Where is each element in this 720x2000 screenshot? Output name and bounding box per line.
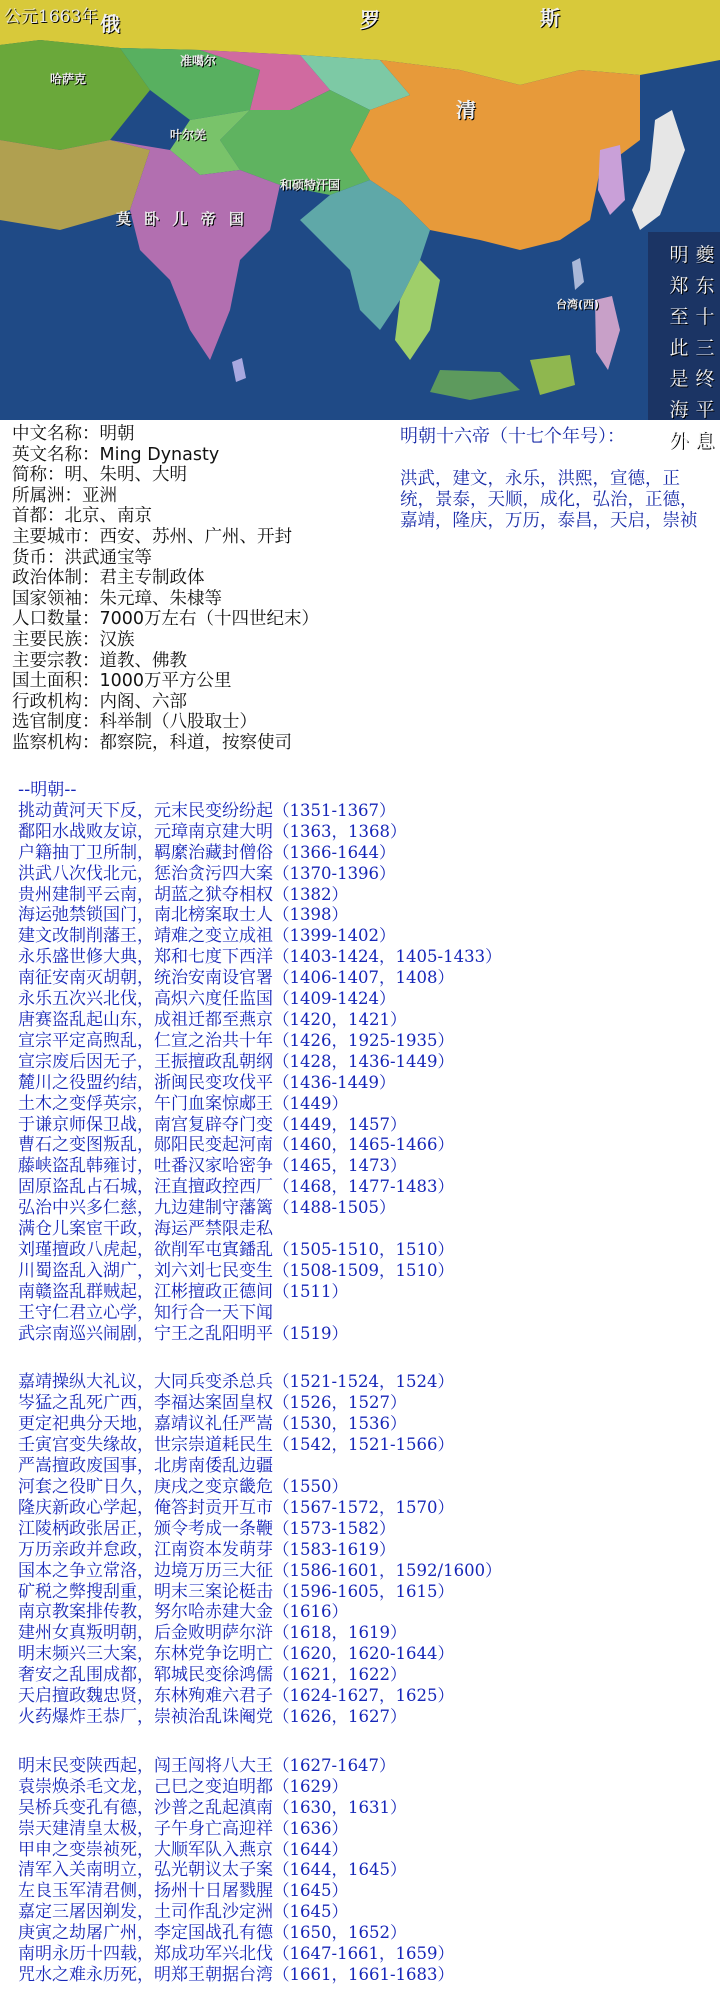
timeline-years: （1586-1601，1592/1600）: [273, 1560, 502, 1580]
info-row: 首都：北京、南京: [12, 506, 152, 527]
timeline-line: [18, 1902, 718, 1923]
info-row: 行政机构：内阁、六部: [12, 691, 187, 712]
timeline-heading: --明朝--: [18, 780, 77, 800]
timeline-text: 固原盗乱占石城，汪直擅政控西厂: [18, 1177, 273, 1198]
info-row: 货币：洪武通宝等: [12, 547, 152, 568]
timeline-years: （1511）: [273, 1281, 348, 1301]
timeline-line: [18, 1073, 718, 1094]
map-label-hasake: 哈萨克: [50, 72, 87, 86]
timeline-years: （1382）: [273, 884, 348, 904]
info-row: 英文名称：Ming Dynasty: [12, 444, 220, 465]
timeline-years: （1647-1661，1659）: [273, 1944, 455, 1964]
info-row: 选官制度：科举制（八股取士）: [12, 712, 257, 733]
timeline-line: [18, 1414, 718, 1435]
timeline-years: （1366-1644）: [273, 842, 396, 862]
timeline-years: （1519）: [273, 1323, 348, 1343]
timeline-line: [18, 843, 718, 864]
timeline-text: 南明永历十四载，郑成功军兴北伐: [18, 1944, 273, 1965]
timeline-text: 王守仁君立心学，知行合一天下闻: [18, 1302, 273, 1323]
timeline-text: 宣宗平定高煦乱，仁宣之治共十年: [18, 1030, 273, 1051]
timeline-years: （1583-1619）: [273, 1539, 396, 1559]
timeline-years: （1645）: [273, 1881, 348, 1901]
timeline-years: （1636）: [273, 1818, 348, 1838]
timeline-line: [18, 1094, 718, 1115]
timeline-line: [18, 1798, 718, 1819]
timeline-years: （1399-1402）: [273, 926, 396, 946]
timeline-text: 刘瑾擅政八虎起，欲削军屯寘鐇乱: [18, 1239, 273, 1260]
timeline-text: 火药爆炸王恭厂，崇祯治乱诛阉党: [18, 1706, 273, 1727]
map-label-mughal: 莫 卧 儿 帝 国: [116, 210, 248, 228]
timeline-text: 吴桥兵变孔有德，沙普之乱起滇南: [18, 1797, 273, 1818]
timeline-years: （1627-1647）: [273, 1755, 396, 1775]
timeline-line: [18, 1540, 718, 1561]
timeline-text: 嘉定三屠因剃发，土司作乱沙定洲: [18, 1902, 273, 1923]
map-label-zhungar: 准噶尔: [180, 54, 217, 68]
timeline-line: [18, 1498, 718, 1519]
timeline-line: [18, 1456, 718, 1477]
timeline-line: [18, 1010, 718, 1031]
timeline-text: 建文改制削藩王，靖难之变立成祖: [18, 926, 273, 947]
timeline-text: 川蜀盗乱入湖广，刘六刘七民变生: [18, 1260, 273, 1281]
map-label-yeerqiang: 叶尔羌: [170, 128, 207, 142]
timeline-line: [18, 1303, 718, 1324]
timeline-text: 清军入关南明立，弘光朝议太子案: [18, 1860, 273, 1881]
timeline-years: （1650，1652）: [273, 1923, 407, 1943]
map-label-qing: 清: [456, 98, 490, 122]
timeline-line: [18, 1477, 718, 1498]
timeline-text: 户籍抽丁卫所制，羁縻治藏封僧俗: [18, 842, 273, 863]
timeline-line: [18, 1777, 718, 1798]
timeline-line: [18, 1435, 718, 1456]
timeline-text: 武宗南巡兴闹剧，宁王之乱阳明平: [18, 1323, 273, 1344]
timeline-years: （1618，1619）: [273, 1623, 407, 1643]
timeline: [18, 780, 718, 1986]
timeline-years: （1398）: [273, 905, 348, 925]
timeline-text: 挑动黄河天下反，元末民变纷纷起: [18, 800, 273, 821]
timeline-text: 天启擅政魏忠贤，东林殉难六君子: [18, 1686, 273, 1707]
timeline-years: （1630，1631）: [273, 1797, 407, 1817]
timeline-line: [18, 1372, 718, 1393]
timeline-text: 曹石之变图叛乱，郧阳民变起河南: [18, 1135, 273, 1156]
timeline-line: [18, 1644, 718, 1665]
timeline-text: 明末民变陕西起，闯王闯将八大王: [18, 1755, 273, 1776]
info-row: 主要民族：汉族: [12, 629, 135, 650]
timeline-line: [18, 1686, 718, 1707]
timeline-line: [18, 1602, 718, 1623]
timeline-text: 南京教案排传教，努尔哈赤建大金: [18, 1602, 273, 1623]
timeline-line: [18, 1031, 718, 1052]
timeline-line: [18, 822, 718, 843]
map-caption-right: 明郑至此是海外: [669, 244, 689, 452]
timeline-line: [18, 947, 718, 968]
timeline-line: [18, 1177, 718, 1198]
timeline-years: （1661，1661-1683）: [273, 1964, 455, 1984]
timeline-text: 万历亲政并怠政，江南资本发萌芽: [18, 1539, 273, 1560]
timeline-text: 国本之争立常洛，边境万历三大征: [18, 1560, 273, 1581]
timeline-years: （1616）: [273, 1602, 348, 1622]
timeline-line: [18, 1261, 718, 1282]
timeline-years: （1465，1473）: [273, 1156, 407, 1176]
timeline-years: （1508-1509，1510）: [273, 1260, 455, 1280]
map-label-russia-right: 罗: [360, 8, 394, 32]
timeline-years: （1409-1424）: [273, 989, 396, 1009]
timeline-years: （1351-1367）: [273, 800, 396, 820]
timeline-text: 麓川之役盟约结，浙闽民变攻伐平: [18, 1072, 273, 1093]
timeline-text: 南征安南灭胡朝，统治安南设官署: [18, 968, 273, 989]
timeline-line: [18, 801, 718, 822]
info-row: 主要城市：西安、苏州、广州、开封: [12, 526, 292, 547]
timeline-line: [18, 968, 718, 989]
timeline-line: [18, 1923, 718, 1944]
timeline-text: 建州女真叛明朝，后金败明萨尔浒: [18, 1623, 273, 1644]
timeline-text: 奢安之乱围成都，郓城民变徐鸿儒: [18, 1665, 273, 1686]
timeline-years: （1645）: [273, 1902, 348, 1922]
timeline-text: 岑猛之乱死广西，李福达案固皇权: [18, 1393, 273, 1414]
timeline-line: [18, 1240, 718, 1261]
map-label-russia-left: 俄: [100, 12, 134, 36]
timeline-text: 左良玉军清君侧，扬州十日屠戮腥: [18, 1881, 273, 1902]
map-caption-left: 夔东十三终平息: [695, 244, 715, 452]
map-graphic: [0, 0, 720, 420]
timeline-line: [18, 1965, 718, 1986]
timeline-years: （1567-1572，1570）: [273, 1497, 455, 1517]
timeline-years: （1644，1645）: [273, 1860, 407, 1880]
timeline-text: 明末频兴三大案，东林党争讫明亡: [18, 1644, 273, 1665]
timeline-years: （1426，1925-1935）: [273, 1030, 455, 1050]
timeline-years: （1468，1477-1483）: [273, 1177, 455, 1197]
timeline-text: 袁崇焕杀毛文龙，己巳之变迫明都: [18, 1776, 273, 1797]
map-year-label: 公元1663年: [4, 7, 99, 27]
info-row: 主要宗教：道教、佛教: [12, 650, 187, 671]
timeline-text: 甲申之变崇祯死，大顺军队入燕京: [18, 1839, 273, 1860]
timeline-text: 嘉靖操纵大礼议，大同兵变杀总兵: [18, 1372, 273, 1393]
group-divider: [18, 1728, 718, 1756]
timeline-years: （1521-1524，1524）: [273, 1372, 455, 1392]
timeline-text: 永乐盛世修大典，郑和七度下西洋: [18, 947, 273, 968]
timeline-text: 矿税之弊搜刮重，明末三案论梃击: [18, 1581, 273, 1602]
timeline-line: [18, 1219, 718, 1240]
timeline-text: 于谦京师保卫战，南宫复辟夺门变: [18, 1114, 273, 1135]
timeline-years: （1542，1521-1566）: [273, 1435, 455, 1455]
timeline-line: [18, 989, 718, 1010]
info-row: 所属洲：亚洲: [12, 485, 117, 506]
timeline-line: [18, 864, 718, 885]
timeline-years: （1403-1424，1405-1433）: [273, 947, 502, 967]
timeline-text: 海运弛禁锁国门，南北榜案取士人: [18, 905, 273, 926]
timeline-text: 藤峡盗乱韩雍讨，吐番汉家哈密争: [18, 1156, 273, 1177]
timeline-line: [18, 1819, 718, 1840]
timeline-text: 南赣盗乱群贼起，江彬擅政正德间: [18, 1281, 273, 1302]
timeline-line: [18, 1135, 718, 1156]
timeline-years: （1449）: [273, 1093, 348, 1113]
timeline-line: [18, 1324, 718, 1345]
timeline-text: 庚寅之劫屠广州，李定国战孔有德: [18, 1923, 273, 1944]
timeline-years: （1370-1396）: [273, 863, 396, 883]
timeline-line: [18, 1944, 718, 1965]
timeline-text: 永乐五次兴北伐，高炽六度任监国: [18, 989, 273, 1010]
timeline-years: （1449，1457）: [273, 1114, 407, 1134]
timeline-years: （1420，1421）: [273, 1009, 407, 1029]
timeline-text: 更定祀典分天地，嘉靖议礼任严嵩: [18, 1414, 273, 1435]
timeline-years: （1621，1622）: [273, 1665, 407, 1685]
timeline-years: （1626，1627）: [273, 1706, 407, 1726]
timeline-group-1: [18, 801, 718, 1345]
timeline-line: [18, 1860, 718, 1881]
timeline-years: （1406-1407，1408）: [273, 968, 455, 988]
timeline-text: 洪武八次伐北元，惩治贪污四大案: [18, 863, 273, 884]
emperors-block: [400, 426, 700, 532]
timeline-line: [18, 1623, 718, 1644]
info-row: 政治体制：君主专制政体: [12, 568, 205, 589]
timeline-years: （1526，1527）: [273, 1393, 407, 1413]
timeline-line: [18, 1052, 718, 1073]
timeline-years: （1624-1627，1625）: [273, 1686, 455, 1706]
timeline-text: 贵州建制平云南，胡蓝之狱夺相权: [18, 884, 273, 905]
timeline-group-2: [18, 1372, 718, 1727]
timeline-text: 弘治中兴多仁慈，九边建制守藩篱: [18, 1198, 273, 1219]
timeline-line: [18, 926, 718, 947]
timeline-line: [18, 1561, 718, 1582]
timeline-text: 满仓儿案宦干政，海运严禁限走私: [18, 1219, 273, 1240]
timeline-line: [18, 1115, 718, 1136]
timeline-line: [18, 1156, 718, 1177]
timeline-text: 宣宗废后因无子，王振擅政乱朝纲: [18, 1051, 273, 1072]
timeline-line: [18, 1756, 718, 1777]
map-label-si: 斯: [540, 6, 574, 30]
timeline-line: [18, 1665, 718, 1686]
timeline-years: （1596-1605，1615）: [273, 1581, 455, 1601]
timeline-years: （1620，1620-1644）: [273, 1644, 455, 1664]
timeline-line: [18, 1840, 718, 1861]
timeline-years: （1428，1436-1449）: [273, 1051, 455, 1071]
timeline-line: [18, 1582, 718, 1603]
timeline-text: 土木之变俘英宗，午门血案惊郕王: [18, 1093, 273, 1114]
group-divider: [18, 1344, 718, 1372]
timeline-line: [18, 1282, 718, 1303]
timeline-years: （1629）: [273, 1776, 348, 1796]
timeline-text: 壬寅宫变失缘故，世宗崇道耗民生: [18, 1435, 273, 1456]
emperors-list: 洪武，建文，永乐，洪熙，宣德，正统，景泰，天顺，成化，弘治，正德，嘉靖，隆庆，万历，泰昌，天启，崇祯: [400, 469, 698, 531]
timeline-text: 咒水之难永历死，明郑王朝据台湾: [18, 1964, 273, 1985]
timeline-years: （1363，1368）: [273, 821, 407, 841]
emperors-title: 明朝十六帝（十七个年号）：: [400, 426, 625, 447]
timeline-text: 严嵩擅政废国事，北虏南倭乱边疆: [18, 1456, 273, 1477]
timeline-text: 鄱阳水战败友谅，元璋南京建大明: [18, 821, 273, 842]
timeline-years: （1460，1465-1466）: [273, 1135, 455, 1155]
timeline-years: （1505-1510，1510）: [273, 1239, 455, 1259]
info-row: 人口数量：7000万左右（十四世纪末）: [12, 609, 320, 630]
timeline-line: [18, 1707, 718, 1728]
map-label-heshuote: 和硕特汗国: [280, 178, 341, 192]
timeline-text: 江陵柄政张居正，颁令考成一条鞭: [18, 1518, 273, 1539]
info-row: 简称：明、朱明、大明: [12, 465, 187, 486]
timeline-line: [18, 1519, 718, 1540]
timeline-line: [18, 1198, 718, 1219]
timeline-line: [18, 905, 718, 926]
timeline-group-3: [18, 1756, 718, 1986]
timeline-text: 唐赛盗乱起山东，成祖迁都至燕京: [18, 1009, 273, 1030]
timeline-years: （1530，1536）: [273, 1414, 407, 1434]
timeline-years: （1644）: [273, 1839, 348, 1859]
timeline-line: [18, 1393, 718, 1414]
timeline-text: 河套之役旷日久，庚戌之变京畿危: [18, 1477, 273, 1497]
info-row: 中文名称：明朝: [12, 424, 135, 444]
timeline-text: 崇天建清皇太极，子午身亡高迎祥: [18, 1818, 273, 1839]
timeline-years: （1488-1505）: [273, 1198, 396, 1218]
map-label-taiwan: 台湾(西): [556, 298, 600, 311]
timeline-line: [18, 885, 718, 906]
timeline-years: （1573-1582）: [273, 1518, 396, 1538]
basic-info: [12, 424, 402, 754]
timeline-text: 隆庆新政心学起，俺答封贡开互市: [18, 1497, 273, 1518]
timeline-line: [18, 1881, 718, 1902]
timeline-years: （1550）: [273, 1477, 348, 1496]
info-row: 国家领袖：朱元璋、朱棣等: [12, 588, 222, 609]
info-row: 监察机构：都察院，科道，按察使司: [12, 732, 292, 753]
timeline-years: （1436-1449）: [273, 1072, 396, 1092]
info-row: 国土面积：1000万平方公里: [12, 671, 232, 692]
